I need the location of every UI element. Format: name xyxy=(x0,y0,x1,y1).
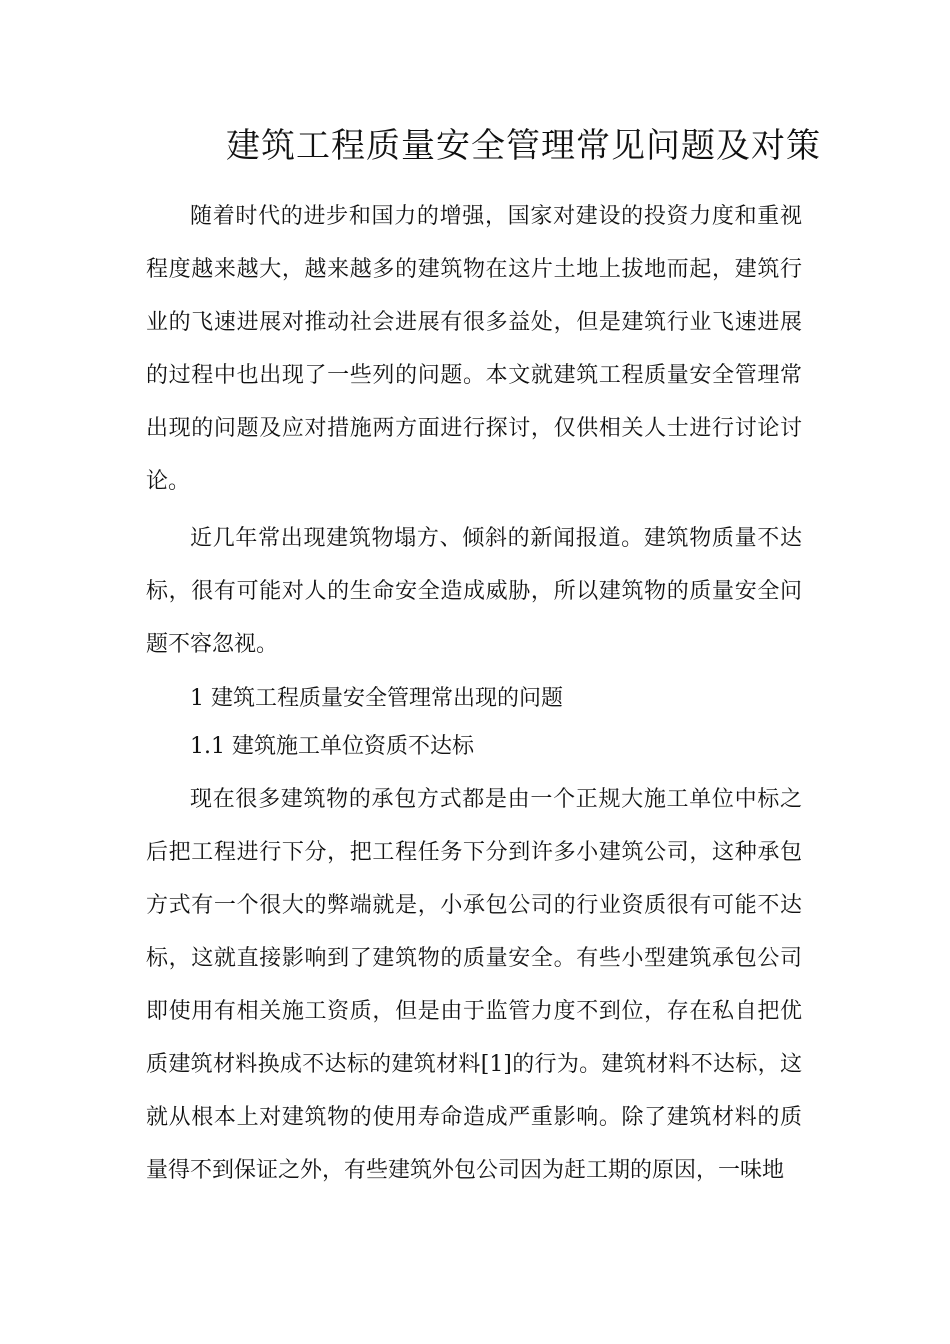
paragraph-intro: 随着时代的进步和国力的增强，国家对建设的投资力度和重视程度越来越大，越来越多的建筑物在这片土地上拔地而起，建筑行业的飞速进展对推动社会进展有很多益处，但是建筑行业飞速进展的过程中也出现了一些列的问题。本文就建筑工程质量安全管理常出现的问题及应对措施两方面进行探讨，仅供相关人士进行讨论讨论。 xyxy=(146,204,802,494)
paragraph-qualification: 现在很多建筑物的承包方式都是由一个正规大施工单位中标之后把工程进行下分，把工程任务下分到许多小建筑公司，这种承包方式有一个很大的弊端就是，小承包公司的行业资质很有可能不达标，这就直接影响到了建筑物的质量安全。有些小型建筑承包公司即使用有相关施工资质，但是由于监管力度不到位，存在私自把优质建筑材料换成不达标的建筑材料[1]的行为。建筑材料不达标，这就从根本上对建筑物的使用寿命造成严重影响。除了建筑材料的质量得不到保证之外，有些建筑外包公司因为赶工期的原因，一味地 xyxy=(146,787,802,1183)
section-heading-1: 1 建筑工程质量安全管理常出现的问题 xyxy=(190,686,563,711)
section-heading-1-1: 1.1 建筑施工单位资质不达标 xyxy=(190,734,474,759)
document-body xyxy=(146,190,802,1197)
paragraph-news: 近几年常出现建筑物塌方、倾斜的新闻报道。建筑物质量不达标，很有可能对人的生命安全造成威胁，所以建筑物的质量安全问题不容忽视。 xyxy=(146,526,802,657)
document-title: 建筑工程质量安全管理常见问题及对策 xyxy=(226,126,821,166)
